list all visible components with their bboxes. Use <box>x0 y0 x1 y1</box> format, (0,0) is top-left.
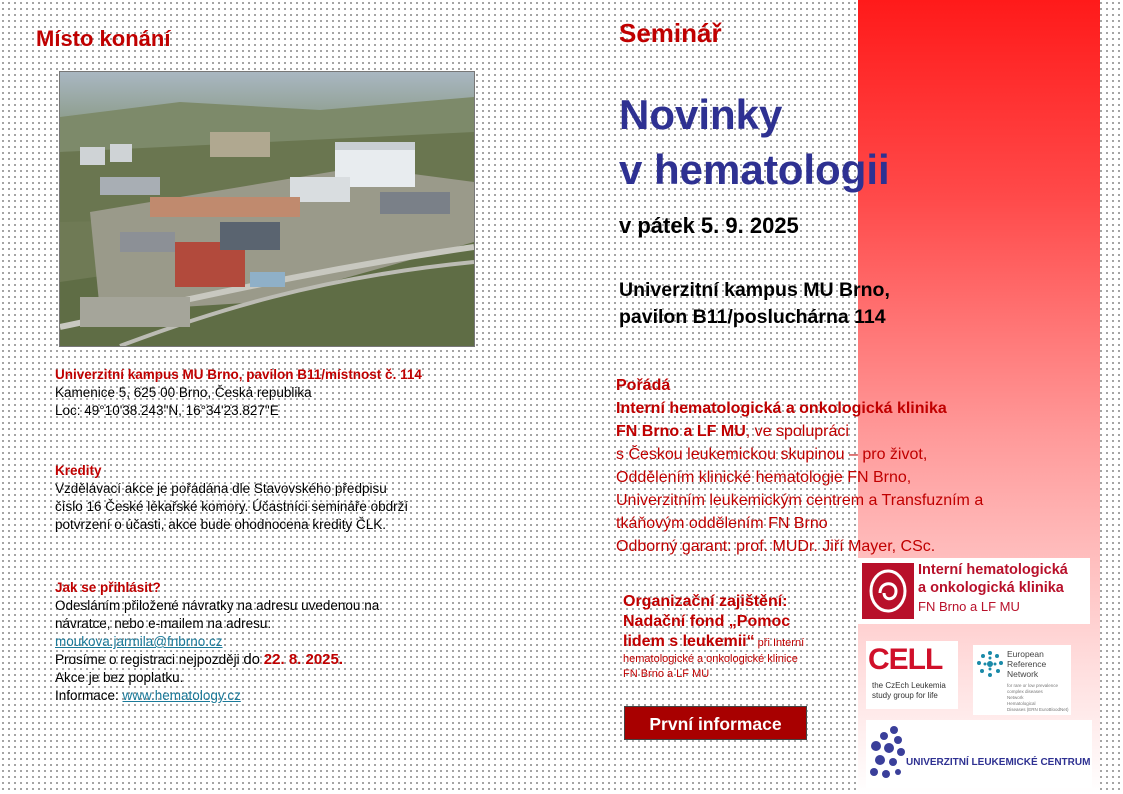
event-date: v pátek 5. 9. 2025 <box>619 213 799 238</box>
event-title <box>619 87 890 197</box>
ern-line3: Network <box>1007 669 1039 679</box>
cell-logo <box>866 641 958 709</box>
venue-address-line: Kamenice 5, 625 00 Brno, Česká republika <box>55 385 312 400</box>
cell-logo-word: CELL <box>868 643 943 676</box>
clinic-logo-text <box>918 561 1068 597</box>
organization-support-block <box>623 592 848 682</box>
clinic-logo-line2: a onkologická klinika <box>918 580 1064 596</box>
credits-line: číslo 16 České lékařské komory. Účastníci semináře obdrží <box>55 499 409 514</box>
cell-logo-sub1: the CzEch Leukemia <box>872 681 946 690</box>
org-support-fund1: Nadační fond „Pomoc <box>623 613 791 630</box>
deadline-do: do <box>243 651 261 668</box>
org-support-suffix3: FN Brno a LF MU <box>623 668 710 680</box>
clinic-emblem-icon <box>862 563 914 619</box>
credits-line: Vzdělávací akce je pořádána dle Stavovského předpisu <box>55 481 387 496</box>
ern-sub4: Hematological <box>1007 701 1036 706</box>
clinic-emblem-svg <box>862 563 914 619</box>
first-info-button[interactable]: První informace <box>624 706 807 740</box>
organizer-label: Pořádá <box>616 377 671 394</box>
registration-block <box>55 579 495 705</box>
ulc-cells-icon <box>868 724 908 784</box>
event-place-line1: Univerzitní kampus MU Brno, <box>619 279 890 301</box>
campus-photo-drawing <box>60 72 474 346</box>
ern-line2: Reference <box>1007 659 1047 669</box>
venue-address-block <box>55 366 495 420</box>
cell-logo-sub2: study group for life <box>872 691 938 700</box>
org-support-suffix2: hematologické a onkologické klinice <box>623 653 798 665</box>
ern-logo <box>973 645 1071 715</box>
registration-line: Odesláním přiložené návratky na adresu uvedenou na <box>55 598 380 613</box>
credits-heading: Kredity <box>55 463 102 478</box>
event-title-line2: v hematologii <box>619 146 890 193</box>
clinic-logo-line1: Interní hematologická <box>918 562 1068 578</box>
registration-email-link[interactable]: moukova.jarmila@fnbrno.cz <box>55 634 223 649</box>
seminar-label: Seminář <box>619 18 722 48</box>
clinic-logo-line3: FN Brno a LF MU <box>918 599 1020 614</box>
registration-heading: Jak se přihlásit? <box>55 580 161 595</box>
ern-line1: European <box>1007 649 1044 659</box>
organizer-line: Univerzitním leukemickým centrem a Transfuzním a <box>616 492 984 509</box>
registration-free: Akce je bez poplatku. <box>55 670 184 685</box>
organizer-line: Oddělením klinické hematologie FN Brno, <box>616 469 912 486</box>
organizer-line: s Českou leukemickou skupinou – pro život, <box>616 446 928 463</box>
credits-line: potvrzení o účasti, akce bude ohodnocena kredity ČLK. <box>55 517 386 532</box>
ern-sub5: Diseases (ERN EuroBloodNet) <box>1007 707 1069 712</box>
organizer-clinic2: FN Brno a LF MU <box>616 423 746 440</box>
deadline-prefix: Prosíme o registraci nejpozději <box>55 652 244 667</box>
event-place-line2: pavilon B11/posluchárna 114 <box>619 306 886 328</box>
hematology-website-link[interactable]: www.hematology.cz <box>122 688 241 703</box>
registration-line: návratce, nebo e-mailem na adresu: <box>55 616 272 631</box>
venue-heading: Místo konání <box>36 26 171 51</box>
event-title-line1: Novinky <box>619 91 783 138</box>
registration-deadline <box>55 651 495 669</box>
ern-logo-sub <box>1007 683 1069 713</box>
ern-sub2: complex diseases <box>1007 689 1043 694</box>
venue-gps: Loc: 49°10'38.243"N, 16°34'23.827"E <box>55 403 279 418</box>
organizer-block <box>616 374 1056 558</box>
organizer-clinic-line2 <box>616 420 1056 443</box>
event-place <box>619 277 890 331</box>
credits-block <box>55 462 495 534</box>
ulc-logo-name: UNIVERZITNÍ LEUKEMICKÉ CENTRUM <box>906 757 1091 768</box>
organizer-guarantor: Odborný garant: prof. MUDr. Jiří Mayer, CSc. <box>616 538 936 555</box>
ern-logo-name <box>1007 649 1046 679</box>
ern-sub3: Network <box>1007 695 1024 700</box>
aerial-campus-photo <box>59 71 475 347</box>
cell-logo-sub <box>872 681 946 701</box>
org-support-suffix1: při Interní <box>754 637 805 649</box>
registration-info <box>55 687 495 705</box>
info-label: Informace: <box>55 688 123 703</box>
organizer-clinic: Interní hematologická a onkologická klinika <box>616 400 947 417</box>
ern-sub1: for rare or low prevalence <box>1007 683 1059 688</box>
ern-dots-icon <box>975 649 1005 679</box>
org-support-fund2: lidem s leukemii“ <box>623 633 755 650</box>
organizer-line: tkáňovým oddělením FN Brno <box>616 515 828 532</box>
venue-address-title: Univerzitní kampus MU Brno, pavilon B11/místnost č. 114 <box>55 367 422 382</box>
ulc-logo <box>866 720 1092 788</box>
org-support-label: Organizační zajištění: <box>623 593 788 610</box>
clinic-logo <box>858 558 1090 624</box>
organizer-coop: , ve spolupráci <box>745 423 849 440</box>
deadline-date: 22. 8. 2025. <box>263 651 344 668</box>
